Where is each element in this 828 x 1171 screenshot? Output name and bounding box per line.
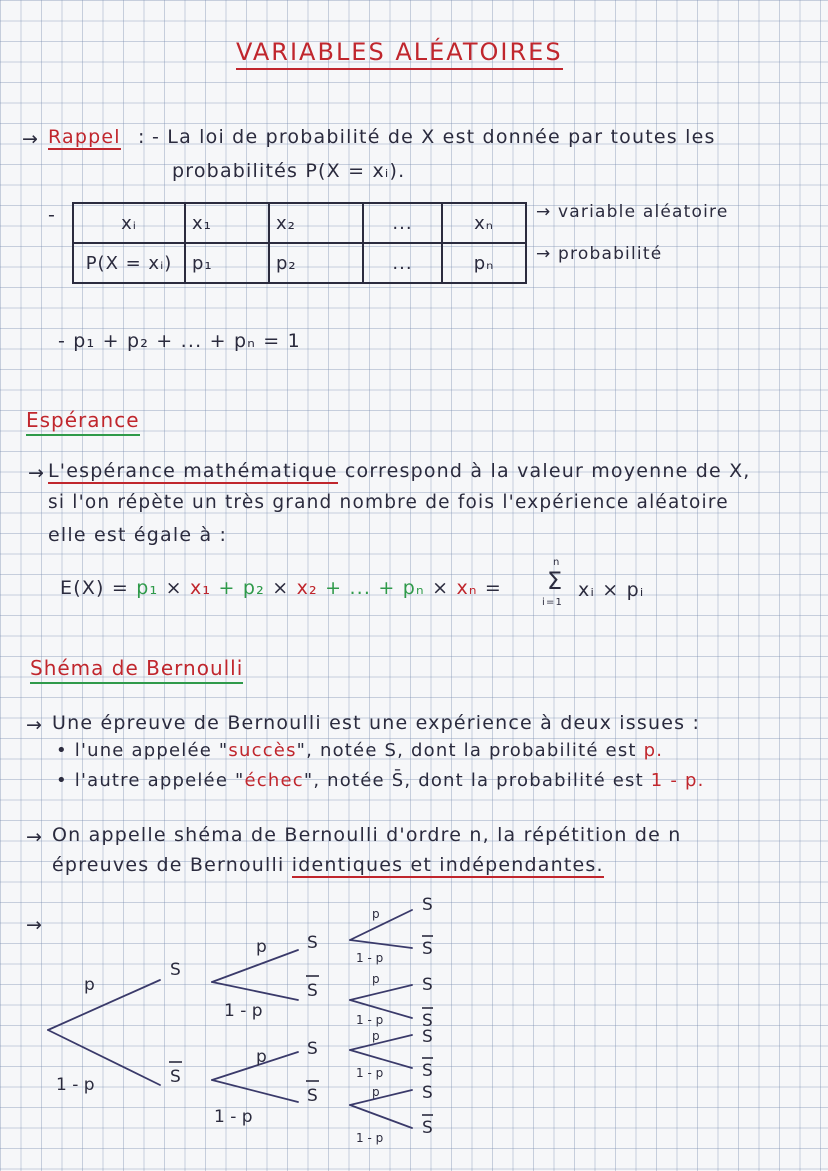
sigma-bottom: i=1 — [542, 597, 564, 608]
success-text-b: ", notée S, dont la probabilité est — [296, 740, 644, 761]
tree-label-p: p — [84, 975, 95, 995]
tree-outcome-s: S — [422, 1083, 433, 1103]
sum-equation: - p₁ + p₂ + ... + pₙ = 1 — [58, 330, 301, 352]
formula-times-2: × — [272, 577, 290, 599]
esperance-arrow: → — [28, 462, 46, 484]
expectation-formula — [60, 577, 502, 599]
tree-outcome-sbar: S — [422, 939, 433, 959]
tree-label-q: 1 - p — [56, 1075, 95, 1095]
tree-label-p: p — [372, 1085, 380, 1099]
formula-p1: p₁ — [136, 577, 159, 599]
bernoulli-arrow-1: → — [26, 714, 44, 736]
probability-tree — [0, 880, 828, 1171]
formula-lhs: E(X) = — [60, 577, 130, 599]
tree-outcome-sbar: S — [422, 1061, 433, 1081]
tree-outcome-s: S — [422, 1027, 433, 1047]
table-cell: pₙ — [442, 243, 526, 283]
bernoulli-bullet-failure — [56, 770, 705, 791]
tree-outcome-sbar: S — [307, 981, 318, 1001]
tree-label-p: p — [372, 972, 380, 986]
tree-label-p: p — [372, 907, 380, 921]
formula-plus-1: + — [218, 577, 236, 599]
tree-outcome-sbar: S — [422, 1118, 433, 1138]
formula-times-3: × — [432, 577, 450, 599]
tree-label-p: p — [256, 1047, 267, 1067]
bernoulli-bullet-success — [56, 740, 663, 761]
formula-x2: x₂ — [296, 577, 318, 599]
tree-outcome-sbar: S — [307, 1086, 318, 1106]
tree-outcome-sbar: S — [170, 1067, 181, 1087]
line-5-underlined: identiques et indépendantes. — [291, 854, 604, 876]
table-cell: p₁ — [185, 243, 269, 283]
rappel-line-1: - La loi de probabilité de X est donnée par toutes les — [152, 126, 716, 148]
tree-label-q: 1 - p — [224, 1001, 263, 1021]
bernoulli-heading: Shéma de Bernoulli — [30, 656, 243, 684]
tree-label-p: p — [372, 1029, 380, 1043]
tree-label-q: 1 - p — [356, 951, 384, 965]
sigma-sign: Σ — [547, 567, 564, 595]
formula-x1: x₁ — [189, 577, 212, 599]
table-cell: xₙ — [442, 203, 526, 243]
table-row-values — [73, 203, 526, 243]
tree-label-p: p — [256, 937, 267, 957]
bernoulli-line-5 — [52, 854, 604, 876]
table-cell: ... — [363, 203, 442, 243]
table-cell: x₁ — [185, 203, 269, 243]
success-text-a: • l'une appelée " — [56, 740, 229, 761]
tree-outcome-s: S — [422, 895, 433, 915]
tree-label-q: 1 - p — [356, 1013, 384, 1027]
bernoulli-arrow-2: → — [26, 826, 44, 848]
line-5-text: épreuves de Bernoulli — [52, 854, 292, 876]
success-word: succès — [228, 740, 297, 761]
failure-word: échec — [244, 770, 304, 791]
esperance-line-1-rest: correspond à la valeur moyenne de X, — [337, 460, 751, 482]
success-probability: p. — [643, 740, 664, 761]
tree-arrow: → — [26, 914, 44, 936]
formula-equals: = — [484, 577, 503, 599]
failure-probability: 1 - p. — [650, 770, 705, 791]
rappel-colon: : — [138, 126, 146, 148]
table-cell: xᵢ — [73, 203, 185, 243]
bernoulli-line-1: Une épreuve de Bernoulli est une expérience à deux issues : — [52, 712, 701, 734]
table-cell: p₂ — [269, 243, 363, 283]
probability-law-table — [72, 202, 527, 284]
sigma-top: n — [553, 557, 561, 568]
failure-text-a: • l'autre appelée " — [56, 770, 245, 791]
tree-outcome-sbar: S — [422, 1011, 433, 1031]
tree-label-q: 1 - p — [214, 1107, 253, 1127]
table-note-probability: → probabilité — [536, 244, 663, 264]
rappel-arrow: → — [22, 128, 40, 150]
esperance-line-2: si l'on répète un très grand nombre de fois l'expérience aléatoire — [48, 492, 729, 513]
esperance-line-3: elle est égale à : — [48, 524, 228, 546]
rappel-label: Rappel — [48, 126, 121, 148]
table-cell: x₂ — [269, 203, 363, 243]
table-cell: ... — [363, 243, 442, 283]
table-cell: P(X = xᵢ) — [73, 243, 185, 283]
tree-label-q: 1 - p — [356, 1066, 384, 1080]
page-title: VARIABLES ALÉATOIRES — [236, 38, 563, 70]
formula-p2: p₂ — [242, 577, 265, 599]
table-bullet: - — [48, 204, 57, 226]
tree-outcome-s: S — [422, 975, 433, 995]
table-note-variable: → variable aléatoire — [536, 202, 729, 222]
tree-outcome-s: S — [170, 960, 181, 980]
tree-label-q: 1 - p — [356, 1131, 384, 1145]
formula-times-1: × — [165, 577, 183, 599]
formula-pn: pₙ — [402, 577, 425, 599]
tree-outcome-s: S — [307, 933, 318, 953]
esperance-term: L'espérance mathématique — [48, 460, 338, 482]
rappel-line-2: probabilités P(X = xᵢ). — [172, 160, 406, 182]
formula-mid: + ... + — [325, 577, 396, 599]
esperance-heading: Espérance — [26, 408, 140, 436]
bernoulli-line-4: On appelle shéma de Bernoulli d'ordre n, la répétition de n — [52, 824, 682, 846]
tree-outcome-s: S — [307, 1039, 318, 1059]
table-row-probabilities — [73, 243, 526, 283]
failure-text-b: ", notée S̄, dont la probabilité est — [303, 770, 651, 791]
formula-xn: xₙ — [456, 577, 478, 599]
esperance-line-1 — [48, 460, 751, 482]
formula-rhs: xᵢ × pᵢ — [578, 579, 645, 601]
